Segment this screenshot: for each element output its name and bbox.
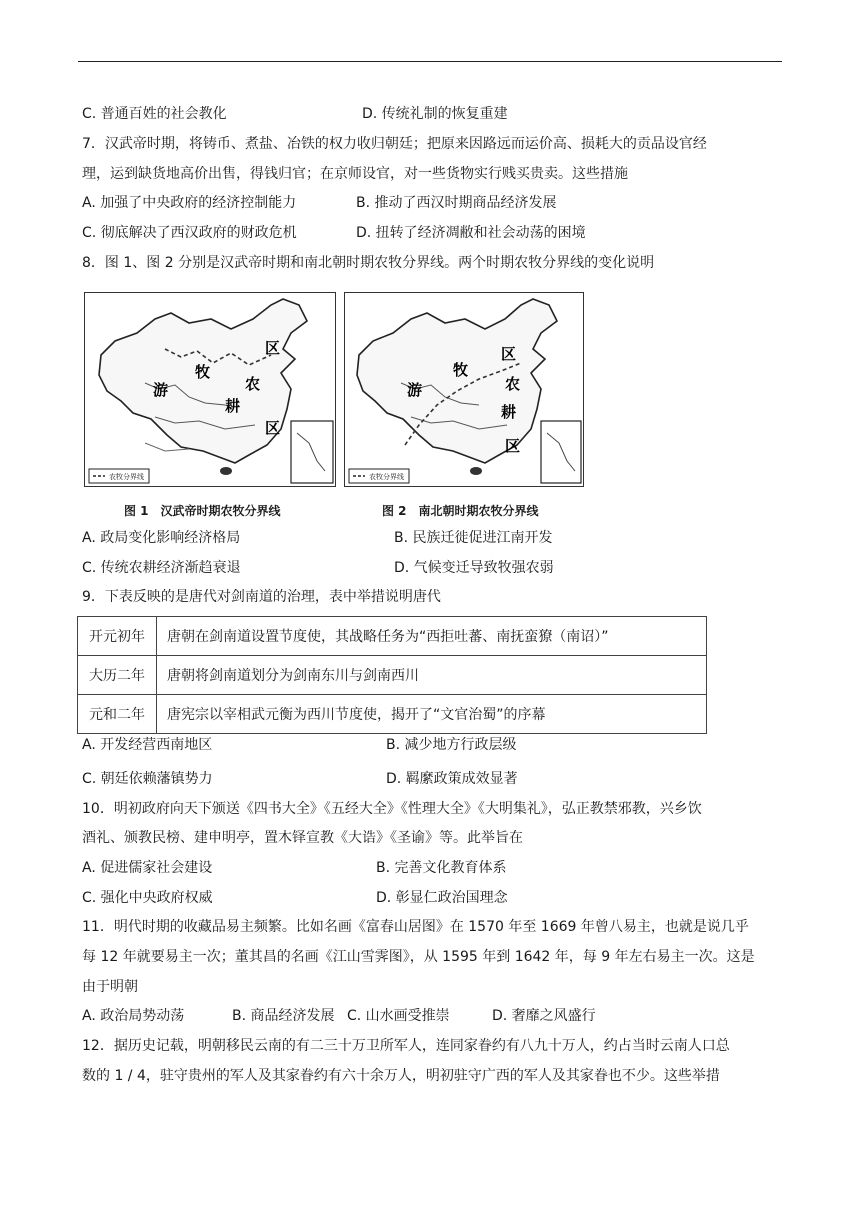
table-cell-year: 元和二年 (78, 695, 157, 734)
table-cell-event: 唐朝将剑南道划分为剑南东川与剑南西川 (157, 656, 707, 695)
china-map-1-illustration (85, 293, 335, 486)
q7-option-c: C. 彻底解决了西汉政府的财政危机 (82, 225, 297, 241)
q11-stem-line-2: 每 12 年就要易主一次；董其昌的名画《江山雪霁图》，从 1595 年到 1642 年，每 9 年左右易主一次。这是 (82, 949, 755, 965)
map-1-label-qu-north: 区 (265, 339, 281, 357)
q11-option-b: B. 商品经济发展 (232, 1008, 335, 1024)
table-row (78, 656, 707, 695)
q8-option-b: B. 民族迁徙促进江南开发 (394, 530, 553, 546)
map-2-label-nong: 农 (505, 375, 521, 393)
q10-option-b: B. 完善文化教育体系 (376, 860, 507, 876)
q8-option-d: D. 气候变迁导致牧强农弱 (394, 560, 554, 576)
map-2-label-geng: 耕 (501, 403, 517, 421)
map-1 (84, 292, 336, 487)
q8-option-c: C. 传统农耕经济渐趋衰退 (82, 560, 241, 576)
q6-option-c: C. 普通百姓的社会教化 (82, 106, 227, 122)
table-row (78, 695, 707, 734)
q12-stem-line-2: 数的 1 / 4，驻守贵州的军人及其家眷约有六十余万人，明初驻守广西的军人及其家眷也不少。这些举措 (82, 1068, 720, 1084)
q11-option-a: A. 政治局势动荡 (82, 1008, 185, 1024)
map-2-label-qu-north: 区 (501, 345, 517, 363)
q11-stem-line-3: 由于明朝 (82, 979, 138, 995)
q7-option-b: B. 推动了西汉时期商品经济发展 (356, 195, 557, 211)
map-1-caption: 图 1 汉武帝时期农牧分界线 (124, 504, 281, 518)
map-1-label-mu: 牧 (195, 363, 211, 381)
table-cell-year: 开元初年 (78, 617, 157, 656)
map-2-caption: 图 2 南北朝时期农牧分界线 (382, 504, 539, 518)
map-1-legend: 农牧分界线 (109, 473, 144, 481)
q11-stem-line-1: 11．明代时期的收藏品易主频繁。比如名画《富春山居图》在 1570 年至 1669 年曾八易主，也就是说几乎 (82, 919, 749, 935)
q8-option-a: A. 政局变化影响经济格局 (82, 530, 241, 546)
table-cell-event: 唐朝在剑南道设置节度使，其战略任务为“西拒吐蕃、南抚蛮獠（南诏）” (157, 617, 707, 656)
china-map-2-illustration (345, 293, 583, 486)
q9-option-a: A. 开发经营西南地区 (82, 737, 213, 753)
table-cell-year: 大历二年 (78, 656, 157, 695)
map-1-label-qu-south: 区 (265, 419, 281, 437)
q12-stem-line-1: 12．据历史记载，明朝移民云南的有二三十万卫所军人，连同家眷约有八九十万人，约占当时云南人口总 (82, 1038, 730, 1054)
map-1-label-nong: 农 (245, 375, 261, 393)
q11-option-d: D. 奢靡之风盛行 (492, 1008, 596, 1024)
q6-option-d: D. 传统礼制的恢复重建 (362, 106, 508, 122)
q10-option-d: D. 彰显仁政治国理念 (376, 890, 508, 906)
q9-option-d: D. 羁縻政策成效显著 (386, 771, 518, 787)
table-row (78, 617, 707, 656)
q7-option-d: D. 扭转了经济凋敝和社会动荡的困境 (356, 225, 586, 241)
q7-stem-line-1: 7．汉武帝时期，将铸币、煮盐、冶铁的权力收归朝廷；把原来因路远而运价高、损耗大的贡品设官经 (82, 136, 707, 152)
header-rule (78, 61, 782, 62)
q9-option-b: B. 减少地方行政层级 (386, 737, 517, 753)
q9-option-c: C. 朝廷依赖藩镇势力 (82, 771, 213, 787)
map-2-legend: 农牧分界线 (369, 473, 404, 481)
q10-stem-line-1: 10．明初政府向天下颁送《四书大全》《五经大全》《性理大全》《大明集礼》，弘正教禁邪教，兴乡饮 (82, 801, 702, 817)
map-1-label-you: 游 (153, 381, 169, 399)
table-cell-event: 唐宪宗以宰相武元衡为西川节度使，揭开了“文官治蜀”的序幕 (157, 695, 707, 734)
q7-stem-line-2: 理，运到缺货地高价出售，得钱归官；在京师设官，对一些货物实行贱买贵卖。这些措施 (82, 166, 628, 182)
q10-option-c: C. 强化中央政府权威 (82, 890, 213, 906)
q9-table (77, 616, 707, 734)
map-2-label-you: 游 (407, 381, 423, 399)
q9-stem: 9．下表反映的是唐代对剑南道的治理，表中举措说明唐代 (82, 589, 441, 605)
map-2-label-qu-south: 区 (505, 437, 521, 455)
map-2-label-mu: 牧 (453, 361, 469, 379)
map-1-label-geng: 耕 (225, 397, 241, 415)
q10-stem-line-2: 酒礼、颁教民榜、建申明亭，置木铎宣教《大诰》《圣谕》等。此举旨在 (82, 830, 523, 846)
q11-option-c: C. 山水画受推崇 (347, 1008, 450, 1024)
q7-option-a: A. 加强了中央政府的经济控制能力 (82, 195, 297, 211)
map-2 (344, 292, 584, 487)
q10-option-a: A. 促进儒家社会建设 (82, 860, 213, 876)
q8-stem: 8．图 1、图 2 分别是汉武帝时期和南北朝时期农牧分界线。两个时期农牧分界线的变化说明 (82, 255, 655, 271)
